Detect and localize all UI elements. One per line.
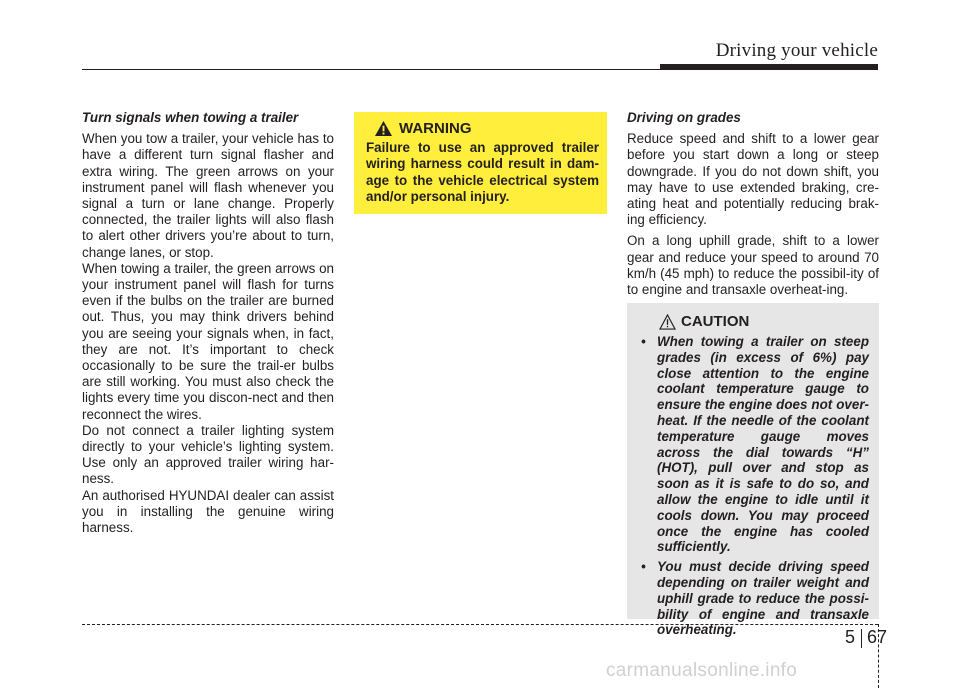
warning-triangle-icon bbox=[374, 120, 393, 137]
right-column bbox=[627, 110, 879, 298]
header-rule bbox=[82, 69, 878, 70]
paragraph: When towing a trailer, the green arrows on your instrument panel will flash for turns even if the bulbs on the trailer are burned out. Thus, you may think drivers behind you are seeing your signals when, in fact, they are not. It’s important to check occasionally to be sure the trail-er bulbs are still working. You must also check the lights every time you discon-nect and then reconnect the wires. bbox=[82, 260, 334, 422]
caution-item-text: You must decide driving speed depending on trailer weight and uphill grade to reduce the possi-bility of engine and transaxle overheating. bbox=[657, 559, 869, 638]
footer-rule bbox=[82, 624, 878, 625]
caution-header bbox=[659, 313, 869, 330]
page-header-title: Driving your vehicle bbox=[715, 40, 878, 61]
paragraph: Do not connect a trailer lighting system directly to your vehicle’s lighting system. Use only an approved trailer wiring har-ness. bbox=[82, 422, 334, 487]
paragraph: On a long uphill grade, shift to a lower gear and reduce your speed to around 70 km/h (45 mph) to reduce the possibil-ity of to engine and transaxle overheat-ing. bbox=[627, 233, 879, 298]
bullet: • bbox=[641, 334, 646, 349]
left-column bbox=[82, 110, 334, 536]
paragraph: Reduce speed and shift to a lower gear before you start down a long or steep downgrade. If you do not down shift, you may have to use extended braking, cre-ating heat and potentially reducing brak-ing efficiency. bbox=[627, 131, 879, 228]
caution-list bbox=[635, 334, 869, 638]
watermark: carmanualsonline.info bbox=[606, 660, 798, 681]
caution-title: CAUTION bbox=[681, 313, 750, 330]
warning-text: Failure to use an approved trailer wiring harness could result in dam-age to the vehicle electrical system and/or personal injury. bbox=[366, 140, 599, 204]
caution-item bbox=[635, 559, 869, 638]
paragraph: An authorised HYUNDAI dealer can assist you in installing the genuine wiring harness. bbox=[82, 487, 334, 536]
caution-triangle-icon bbox=[659, 314, 676, 330]
warning-box bbox=[354, 112, 607, 214]
warning-title: WARNING bbox=[399, 120, 472, 137]
paragraph: When you tow a trailer, your vehicle has to have a different turn signal flasher and extra wiring. The green arrows on your instrument panel will flash whenever you signal a turn or lane change. Properly connected, the trailer lights will also flash to alert other drivers you’re about to turn, change lanes, or stop. bbox=[82, 131, 334, 260]
header-rule-accent bbox=[660, 64, 878, 69]
chapter-number: 5 bbox=[845, 627, 856, 647]
section-heading-turn-signals: Turn signals when towing a trailer bbox=[82, 110, 299, 125]
warning-header bbox=[374, 120, 599, 137]
caution-item-text: When towing a trailer on steep grades (in excess of 6%) pay close attention to the engine coolant temperature gauge to ensure the engine does not over-heat. If the needle of the coolant temperature gauge moves across the dial towards “H” (HOT), pull over and stop as soon as it is safe to do so, and allow the engine to idle until it cools down. You may proceed once the engine has cooled sufficiently. bbox=[657, 334, 869, 555]
page-number-divider bbox=[861, 629, 862, 648]
caution-box bbox=[627, 303, 879, 638]
page-number: 67 bbox=[867, 627, 888, 647]
bullet: • bbox=[641, 559, 646, 575]
section-heading-driving-on-grades: Driving on grades bbox=[627, 110, 741, 125]
caution-item bbox=[635, 334, 869, 555]
